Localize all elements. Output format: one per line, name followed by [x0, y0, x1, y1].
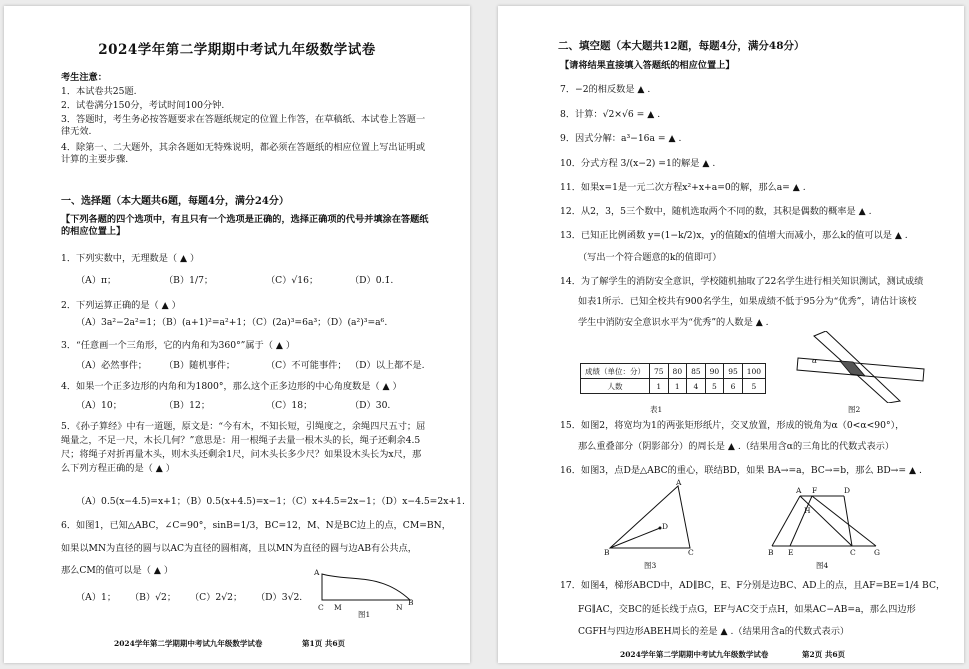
table-header-cell: 95	[724, 364, 743, 379]
fig4-label-e: E	[788, 548, 794, 557]
fig3-caption: 图3	[644, 561, 657, 570]
table-cell: 人数	[581, 379, 650, 394]
table-row	[581, 379, 766, 394]
fig3-label-a: A	[676, 478, 682, 487]
section-fill-instruction: 【请将结果直接填入答题纸的相应位置上】	[560, 60, 735, 71]
table-cell: 6	[724, 379, 743, 394]
notice-item: 4．除第一、二大题外，其余各题如无特殊说明，都必须在答题纸的相应位置上写出证明或计算的主要步骤.	[61, 142, 426, 165]
fig4-caption: 图4	[816, 561, 829, 570]
question-7: 7．−2的相反数是 ▲ .	[560, 84, 651, 95]
fig1-caption: 图1	[358, 610, 371, 619]
fig1-label-a: A	[314, 568, 320, 577]
table-header-cell: 75	[650, 364, 669, 379]
fig1-label-b: B	[408, 598, 414, 607]
notice-title: 考生注意：	[61, 72, 107, 83]
question-8: 8．计算：√2×√6 = ▲ .	[560, 109, 661, 120]
table-header-cell: 100	[742, 364, 765, 379]
question-16: 16．如图3，点D是△ABC的重心，联结BD，如果 BA→=a，BC→=b，那么 BD→= ▲ .	[560, 465, 922, 476]
q3-option-d: （D）以上都不是.	[350, 360, 425, 371]
question-13-line-1: 13．已知正比例函数 y=(1−k/2)x，y的值随x的值增大而减小，那么k的值可以是 ▲ .	[560, 230, 908, 241]
notice-item: 2．试卷满分150分，考试时间100分钟.	[61, 100, 225, 111]
notice-item: 3．答题时，考生务必按答题要求在答题纸规定的位置上作答，在草稿纸、本试卷上答题一律无效.	[61, 114, 426, 137]
section-choice-instruction: 【下列各题的四个选项中，有且只有一个选项是正确的，选择正确项的代号并填涂在答题纸的相应位置上】	[61, 214, 429, 237]
question-14-line-3: 学生中消防安全意识水平为“优秀”的人数是 ▲ .	[578, 317, 769, 328]
table-cell: 1	[668, 379, 687, 394]
question-17-line-3: CGFH与四边形ABEH周长的差是 ▲ .（结果用含a的代数式表示）	[578, 626, 850, 637]
fig1-label-n: N	[396, 603, 403, 612]
fig3-label-b: B	[604, 548, 610, 557]
q1-option-a: （A）π；	[76, 275, 117, 286]
question-13-line-2: （写出一个符合题意的k的值即可）	[578, 252, 722, 263]
question-11: 11．如果x=1是一元二次方程x²+x+a=0的解，那么a= ▲ .	[560, 182, 806, 193]
table-caption: 表1	[650, 405, 663, 414]
page-number: 第1页 共6页	[302, 639, 346, 648]
figure-4-trapezoid	[764, 490, 882, 552]
exam-page-2	[498, 6, 964, 663]
question-10: 10．分式方程 3/(x−2) =1的解是 ▲ .	[560, 158, 716, 169]
page-number: 第2页 共6页	[802, 650, 846, 659]
figure-3-triangle	[602, 482, 702, 552]
question-1: 1．下列实数中，无理数是（ ▲ ）	[61, 253, 200, 264]
q4-option-c: （C）18；	[266, 400, 313, 411]
question-6-line-1: 6．如图1，已知△ABC，∠C=90°，sinB=1/3，BC=12，M、N是BC边上的点，CM=BN，	[61, 520, 451, 531]
question-17-line-1: 17．如图4，梯形ABCD中，AD∥BC，E、F分别是边BC、AD上的点，且AF=BE=1/4 BC，	[560, 580, 946, 591]
question-2: 2．下列运算正确的是（ ▲ ）	[61, 300, 181, 311]
score-table	[580, 363, 766, 394]
fig3-label-c: C	[688, 548, 694, 557]
q6-option-c: （C）2√2；	[190, 592, 243, 603]
table-header-cell: 85	[687, 364, 706, 379]
q6-option-b: （B）√2；	[130, 592, 177, 603]
q6-option-a: （A）1；	[76, 592, 117, 603]
fig4-label-d: D	[844, 486, 851, 495]
q6-option-d: （D）3√2.	[256, 592, 303, 603]
question-12: 12．从2，3，5三个数中，随机选取两个不同的数，其积是偶数的概率是 ▲ .	[560, 206, 872, 217]
figure-2-crossed-strips	[788, 331, 928, 403]
question-4: 4．如果一个正多边形的内角和为1800°，那么这个正多边形的中心角度数是（ ▲ ）	[61, 381, 402, 392]
table-row	[581, 364, 766, 379]
q1-option-b: （B）1/7；	[164, 275, 214, 286]
fig4-label-g: G	[874, 548, 880, 557]
question-14-line-1: 14．为了解学生的消防安全意识，学校随机抽取了22名学生进行相关知识测试，测试成绩	[560, 276, 924, 287]
question-15-line-2: 那么重叠部分（阴影部分）的周长是 ▲ .（结果用含α的三角比的代数式表示）	[578, 441, 895, 452]
q4-option-b: （B）12；	[164, 400, 211, 411]
q3-option-c: （C）不可能事件；	[266, 360, 347, 371]
question-9: 9．因式分解：a³−16a = ▲ .	[560, 133, 682, 144]
question-6-line-3: 那么CM的值可以是（ ▲ ）	[61, 565, 174, 576]
q3-option-b: （B）随机事件；	[164, 360, 236, 371]
fig4-label-f: F	[812, 486, 818, 495]
section-choice-heading: 一、选择题（本大题共6题，每题4分，满分24分）	[61, 196, 289, 207]
question-14-line-2: 如表1所示．已知全校共有900名学生，如果成绩不低于95分为“优秀”，请估计该校	[578, 296, 917, 307]
fig4-label-a: A	[796, 486, 802, 495]
table-header-cell: 90	[705, 364, 724, 379]
exam-page-1	[4, 6, 470, 663]
fig4-label-b: B	[768, 548, 774, 557]
q4-option-a: （A）10；	[76, 400, 122, 411]
q2-options: （A）3a²−2a²=1；（B）(a+1)²=a²+1；（C）(2a)³=6a³；（D）(a²)³=a⁶.	[76, 317, 388, 328]
q5-options: （A）0.5(x−4.5)=x+1；（B）0.5(x+4.5)=x−1；（C）x+4.5=2x−1；（D）x−4.5=2x+1.	[76, 496, 465, 507]
fig3-label-d: D	[662, 522, 669, 531]
question-15-line-1: 15．如图2，将宽均为1的两张矩形纸片，交叉放置，形成的锐角为α（0<α<90°），	[560, 420, 905, 431]
question-17-line-2: FG∥AC，交BC的延长线于点G，EF与AC交于点H，如果AC−AB=a，那么四边形	[578, 604, 916, 615]
fig4-label-h: H	[804, 506, 811, 515]
footer-title: 2024学年第二学期期中考试九年级数学试卷	[114, 639, 263, 648]
question-6-line-2: 如果以MN为直径的圆与以AC为直径的圆相离，且以MN为直径的圆与边AB有公共点，	[61, 543, 417, 554]
table-header-cell: 成绩（单位：分）	[581, 364, 650, 379]
notice-item: 1．本试卷共25题.	[61, 86, 137, 97]
exam-title: 2024学年第二学期期中考试九年级数学试卷	[98, 42, 376, 58]
q1-option-c: （C）√16；	[266, 275, 319, 286]
fig2-alpha-label: α	[812, 356, 818, 365]
section-fill-heading: 二、填空题（本大题共12题，每题4分，满分48分）	[558, 40, 805, 52]
fig1-label-c: C	[318, 603, 324, 612]
table-cell: 5	[742, 379, 765, 394]
question-3: 3．“任意画一个三角形，它的内角和为360°”属于（ ▲ ）	[61, 340, 296, 351]
footer-title: 2024学年第二学期期中考试九年级数学试卷	[620, 650, 769, 659]
fig4-label-c: C	[850, 548, 856, 557]
table-header-cell: 80	[668, 364, 687, 379]
fig1-label-m: M	[334, 603, 342, 612]
fig2-caption: 图2	[848, 405, 861, 414]
q1-option-d: （D）0.1̇.	[350, 275, 394, 286]
table-cell: 1	[650, 379, 669, 394]
q3-option-a: （A）必然事件；	[76, 360, 147, 371]
table-cell: 5	[705, 379, 724, 394]
table-cell: 4	[687, 379, 706, 394]
q4-option-d: （D）30.	[350, 400, 391, 411]
question-5: 5．《孙子算经》中有一道题，原文是：“今有木，不知长短，引绳度之，余绳四尺五寸；屈绳量之，不足一尺，木长几何？”意思是：用一根绳子去量一根木头的长，绳子还剩余4.5尺；将绳子对折再量木头，则木头还剩余1尺，问木头长多少尺？如果设木头长为x尺，那么下列方程正确的是（ ▲ ）	[61, 421, 426, 474]
